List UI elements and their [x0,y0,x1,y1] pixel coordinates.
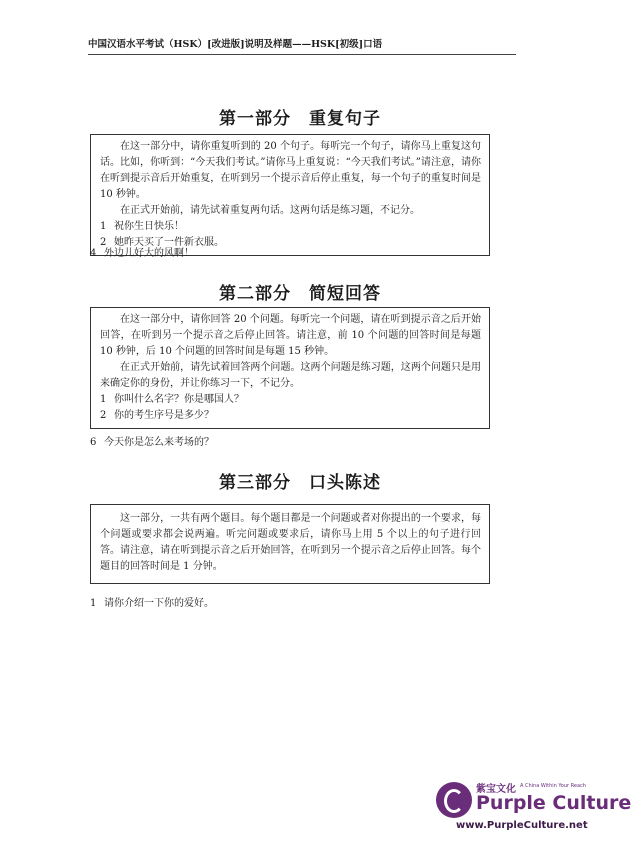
part3-paragraph: 这一部分，一共有两个题目。每个题目都是一个问题或者对你提出的一个要求，每个问题或要求都会说两遍。听完问题或要求后，请你马上用 5 个以上的句子进行回答。请注意，请在听到提示音之后开始回答，在听到另一个提示音之后停止回答。每个题目的回答时间是 1 分钟。 [100,513,481,572]
question-number: 1 [90,598,97,609]
part1-question [90,246,194,262]
part2-example-item [100,392,481,408]
part2-instructions-box [90,307,490,429]
part1-example-item [100,219,481,235]
header-rule [88,54,516,55]
logo-tagline: A China Within Your Reach [520,783,586,789]
part3-instructions-box [90,504,490,584]
question-number: 4 [90,248,97,259]
logo-chinese-name: 紫宝文化 [476,784,516,795]
part1-paragraph: 在正式开始前，请先试着重复两句话。这两句话是练习题，不记分。 [120,205,420,216]
question-text: 请你介绍一下你的爱好。 [104,598,214,609]
item-number: 2 [100,410,107,421]
item-number: 2 [100,237,107,248]
part2-question [90,435,214,451]
part1-instructions-box [90,134,490,256]
part2-paragraph: 在正式开始前，请先试着回答两个问题。这两个问题是练习题，这两个问题只是用来确定你的身份，并让你练习一下，不记分。 [100,362,481,389]
item-text: 你的考生序号是多少？ [114,410,214,421]
item-number: 1 [100,394,107,405]
part3-question [90,596,214,612]
part2-title: 第二部分 简短回答 [219,284,381,304]
part3-title: 第三部分 口头陈述 [219,473,381,493]
item-text: 你叫什么名字？你是哪国人？ [114,394,244,405]
seal-icon [436,782,472,818]
question-number: 6 [90,437,97,448]
question-text: 今天你是怎么来考场的？ [104,437,214,448]
part2-paragraph: 在这一部分中，请你回答 20 个问题。每听完一个问题，请在听到提示音之后开始回答，在听到另一个提示音之后停止回答。请注意，前 10 个问题的回答时间是每题 10 秒钟，后 10 个问题的回答时间是每题 15 秒钟。 [100,314,481,357]
part2-example-item [100,408,481,424]
item-number: 1 [100,221,107,232]
purple-culture-logo [436,778,631,838]
question-text: 外边儿好大的风啊！ [104,248,194,259]
part1-paragraph: 在这一部分中，请你重复听到的 20 个句子。每听完一个句子，请你马上重复这句话。比如，你听到：“今天我们考试。”请你马上重复说：“今天我们考试。”请注意，请你在听到提示音后开始重复，在听到另一个提示音后停止重复，每一个句子的重复时间是 10 秒钟。 [100,141,481,200]
item-text: 她昨天买了一件新衣服。 [114,237,224,248]
logo-english-name: Purple Culture [476,792,631,814]
item-text: 祝你生日快乐！ [114,221,184,232]
logo-url: www.PurpleCulture.net [456,820,588,831]
running-header: 中国汉语水平考试（HSK）[改进版]说明及样题——HSK[初级]口语 [88,39,383,50]
part1-title: 第一部分 重复句子 [219,109,381,129]
